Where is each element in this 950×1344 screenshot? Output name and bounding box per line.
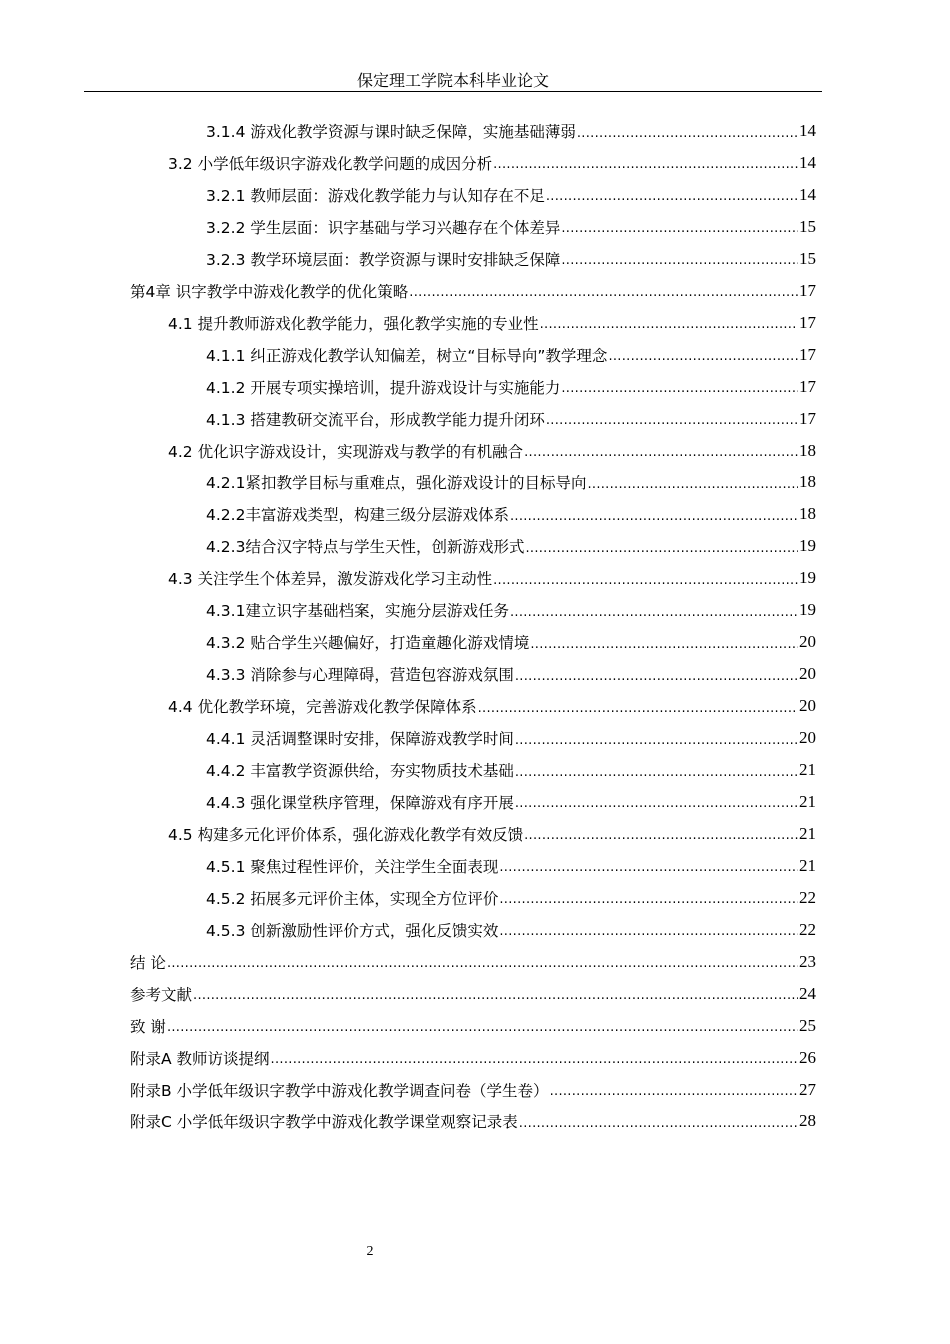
toc-entry[interactable] — [206, 594, 816, 626]
toc-entry-title: 4.2.1紧扣教学目标与重难点，强化游戏设计的目标导向 — [206, 474, 587, 493]
toc-entry[interactable] — [168, 147, 816, 179]
toc-leader-dots — [409, 285, 798, 300]
toc-entry[interactable] — [206, 403, 816, 435]
toc-entry-title: 3.2.1 教师层面：游戏化教学能力与认知存在不足 — [206, 186, 545, 205]
toc-leader-dots — [561, 381, 798, 396]
toc-leader-dots — [524, 445, 798, 460]
toc-entry[interactable] — [206, 498, 816, 530]
toc-entry-page: 14 — [799, 152, 816, 172]
toc-entry[interactable] — [206, 179, 816, 211]
toc-entry-title: 4.2.3结合汉字特点与学生天性，创新游戏形式 — [206, 538, 525, 557]
toc-entry-page: 17 — [799, 312, 816, 332]
toc-entry-page: 20 — [799, 696, 816, 716]
toc-entry-title: 4.1.1 纠正游戏化教学认知偏差，树立“目标导向”教学理念 — [206, 346, 608, 365]
toc-entry-page: 14 — [799, 184, 816, 204]
toc-entry-page: 18 — [799, 472, 816, 492]
toc-leader-dots — [515, 765, 798, 780]
toc-entry-title: 4.3 关注学生个体差异，激发游戏化学习主动性 — [168, 570, 493, 589]
toc-leader-dots — [499, 892, 798, 907]
toc-leader-dots — [167, 956, 798, 971]
toc-entry-title: 4.4.1 灵活调整课时安排，保障游戏教学时间 — [206, 730, 514, 749]
toc-entry-page: 14 — [799, 121, 816, 140]
toc-entry[interactable] — [206, 626, 816, 658]
toc-entry-page: 20 — [799, 664, 816, 684]
toc-entry-page: 27 — [799, 1079, 816, 1099]
toc-leader-dots — [608, 349, 798, 364]
toc-entry[interactable] — [206, 754, 816, 786]
toc-entry-page: 28 — [799, 1111, 816, 1131]
toc-entry-title: 4.5.3 创新激励性评价方式，强化反馈实效 — [206, 921, 499, 940]
toc-leader-dots — [561, 221, 798, 236]
toc-entry-title: 4.2.2丰富游戏类型，构建三级分层游戏体系 — [206, 506, 509, 525]
toc-entry-title: 4.5.1 聚焦过程性评价，关注学生全面表现 — [206, 857, 499, 876]
toc-entry[interactable] — [130, 978, 816, 1010]
toc-entry-title: 4.5.2 拓展多元评价主体，实现全方位评价 — [206, 889, 499, 908]
toc-entry[interactable] — [206, 850, 816, 882]
page-header-title: 保定理工学院本科毕业论文 — [356, 71, 549, 90]
toc-entry[interactable] — [168, 690, 816, 722]
toc-entry-page: 20 — [799, 728, 816, 748]
toc-leader-dots — [271, 1052, 798, 1067]
page-number: 2 — [366, 1244, 374, 1259]
toc-entry[interactable] — [206, 658, 816, 690]
toc-entry[interactable] — [130, 1105, 816, 1137]
toc-entry-page: 21 — [799, 791, 816, 811]
toc-leader-dots — [510, 509, 798, 524]
toc-leader-dots — [546, 413, 798, 428]
toc-entry[interactable] — [206, 914, 816, 946]
toc-entry-title: 附录C 小学低年级识字教学中游戏化教学课堂观察记录表 — [130, 1113, 518, 1132]
toc-entry-title: 4.5 构建多元化评价体系，强化游戏化教学有效反馈 — [168, 825, 524, 844]
toc-entry-title: 4.2 优化识字游戏设计，实现游戏与教学的有机融合 — [168, 442, 524, 461]
toc-entry-page: 17 — [799, 376, 816, 396]
toc-entry[interactable] — [130, 1074, 816, 1106]
toc-entry[interactable] — [130, 1010, 816, 1042]
toc-entry[interactable] — [206, 722, 816, 754]
toc-entry-page: 23 — [799, 951, 816, 971]
toc-entry-page: 21 — [799, 760, 816, 779]
toc-entry-title: 参考文献 — [130, 985, 193, 1004]
toc-leader-dots — [193, 988, 798, 1003]
toc-entry-title: 3.2 小学低年级识字游戏化教学问题的成因分析 — [168, 154, 493, 173]
toc-entry[interactable] — [168, 307, 816, 339]
toc-entry-title: 4.1 提升教师游戏化教学能力，强化教学实施的专业性 — [168, 314, 539, 333]
toc-entry[interactable] — [168, 562, 816, 594]
toc-entry-title: 4.1.3 搭建教研交流平台，形成教学能力提升闭环 — [206, 410, 545, 429]
toc-entry[interactable] — [206, 243, 816, 275]
toc-entry-page: 19 — [799, 536, 816, 556]
toc-entry-title: 4.4.2 丰富教学资源供给，夯实物质技术基础 — [206, 762, 514, 780]
toc-entry-page: 19 — [799, 600, 816, 620]
toc-entry-page: 18 — [799, 504, 816, 524]
toc-entry-page: 17 — [799, 408, 816, 428]
toc-entry-title: 4.1.2 开展专项实操培训，提升游戏设计与实施能力 — [206, 378, 561, 397]
toc-entry[interactable] — [168, 818, 816, 850]
toc-entry-page: 21 — [799, 823, 816, 843]
toc-leader-dots — [499, 860, 798, 875]
toc-entry[interactable] — [206, 115, 816, 147]
toc-entry-page: 25 — [799, 1015, 816, 1035]
toc-leader-dots — [519, 1116, 798, 1131]
toc-leader-dots — [546, 189, 798, 204]
toc-leader-dots — [515, 733, 798, 748]
toc-leader-dots — [525, 541, 798, 556]
toc-entry-page: 15 — [799, 216, 816, 236]
header-rule — [84, 91, 822, 92]
toc-entry-page: 24 — [799, 983, 816, 1003]
toc-leader-dots — [493, 157, 798, 172]
toc-leader-dots — [550, 1084, 798, 1099]
toc-entry-title: 3.2.3 教学环境层面：教学资源与课时安排缺乏保障 — [206, 250, 561, 269]
toc-entry-title: 3.2.2 学生层面：识字基础与学习兴趣存在个体差异 — [206, 218, 561, 237]
toc-entry-page: 26 — [799, 1047, 816, 1067]
toc-leader-dots — [577, 126, 798, 141]
toc-entry-title: 附录A 教师访谈提纲 — [130, 1049, 270, 1068]
toc-entry[interactable] — [130, 1042, 816, 1074]
toc-entry-title: 致 谢 — [130, 1017, 166, 1036]
toc-entry[interactable] — [168, 435, 816, 467]
toc-entry[interactable] — [206, 786, 816, 818]
toc-entry[interactable] — [206, 882, 816, 914]
toc-leader-dots — [478, 701, 798, 716]
toc-entry[interactable] — [206, 530, 816, 562]
toc-leader-dots — [515, 669, 798, 684]
toc-entry[interactable] — [206, 339, 816, 371]
toc-leader-dots — [167, 1020, 798, 1035]
toc-entry-title: 第4章 识字教学中游戏化教学的优化策略 — [130, 282, 409, 301]
toc-entry[interactable] — [206, 371, 816, 403]
toc-entry[interactable] — [130, 275, 816, 307]
toc-entry-title: 4.3.3 消除参与心理障碍，营造包容游戏氛围 — [206, 666, 514, 685]
toc-entry-title: 结 论 — [130, 953, 166, 972]
toc-entry-title: 3.1.4 游戏化教学资源与课时缺乏保障，实施基础薄弱 — [206, 123, 576, 141]
toc-entry-page: 18 — [799, 440, 816, 460]
toc-entry-title: 4.3.1建立识字基础档案，实施分层游戏任务 — [206, 602, 509, 621]
toc-entry[interactable] — [130, 946, 816, 978]
toc-entry-page: 15 — [799, 248, 816, 268]
toc-entry[interactable] — [206, 211, 816, 243]
toc-leader-dots — [524, 828, 798, 843]
toc-entry-page: 21 — [799, 855, 816, 875]
toc-entry-title: 4.4.3 强化课堂秩序管理，保障游戏有序开展 — [206, 793, 514, 812]
toc-leader-dots — [587, 477, 798, 492]
toc-leader-dots — [515, 796, 798, 811]
toc-entry-page: 20 — [799, 632, 816, 652]
toc-leader-dots — [510, 605, 798, 620]
toc-entry-page: 17 — [799, 344, 816, 364]
toc-leader-dots — [493, 573, 798, 588]
toc-leader-dots — [561, 253, 798, 268]
toc-leader-dots — [530, 637, 798, 652]
toc-entry[interactable] — [206, 466, 816, 498]
toc-entry-page: 17 — [799, 280, 816, 300]
toc-entry-title: 4.4 优化教学环境，完善游戏化教学保障体系 — [168, 698, 477, 717]
toc-entry-page: 19 — [799, 568, 816, 588]
toc-entry-page: 22 — [799, 887, 816, 907]
toc-leader-dots — [540, 317, 798, 332]
toc-leader-dots — [499, 924, 798, 939]
toc-entry-title: 4.3.2 贴合学生兴趣偏好，打造童趣化游戏情境 — [206, 634, 530, 653]
toc-entry-page: 22 — [799, 919, 816, 939]
toc-entry-title: 附录B 小学低年级识字教学中游戏化教学调查问卷（学生卷） — [130, 1081, 549, 1100]
